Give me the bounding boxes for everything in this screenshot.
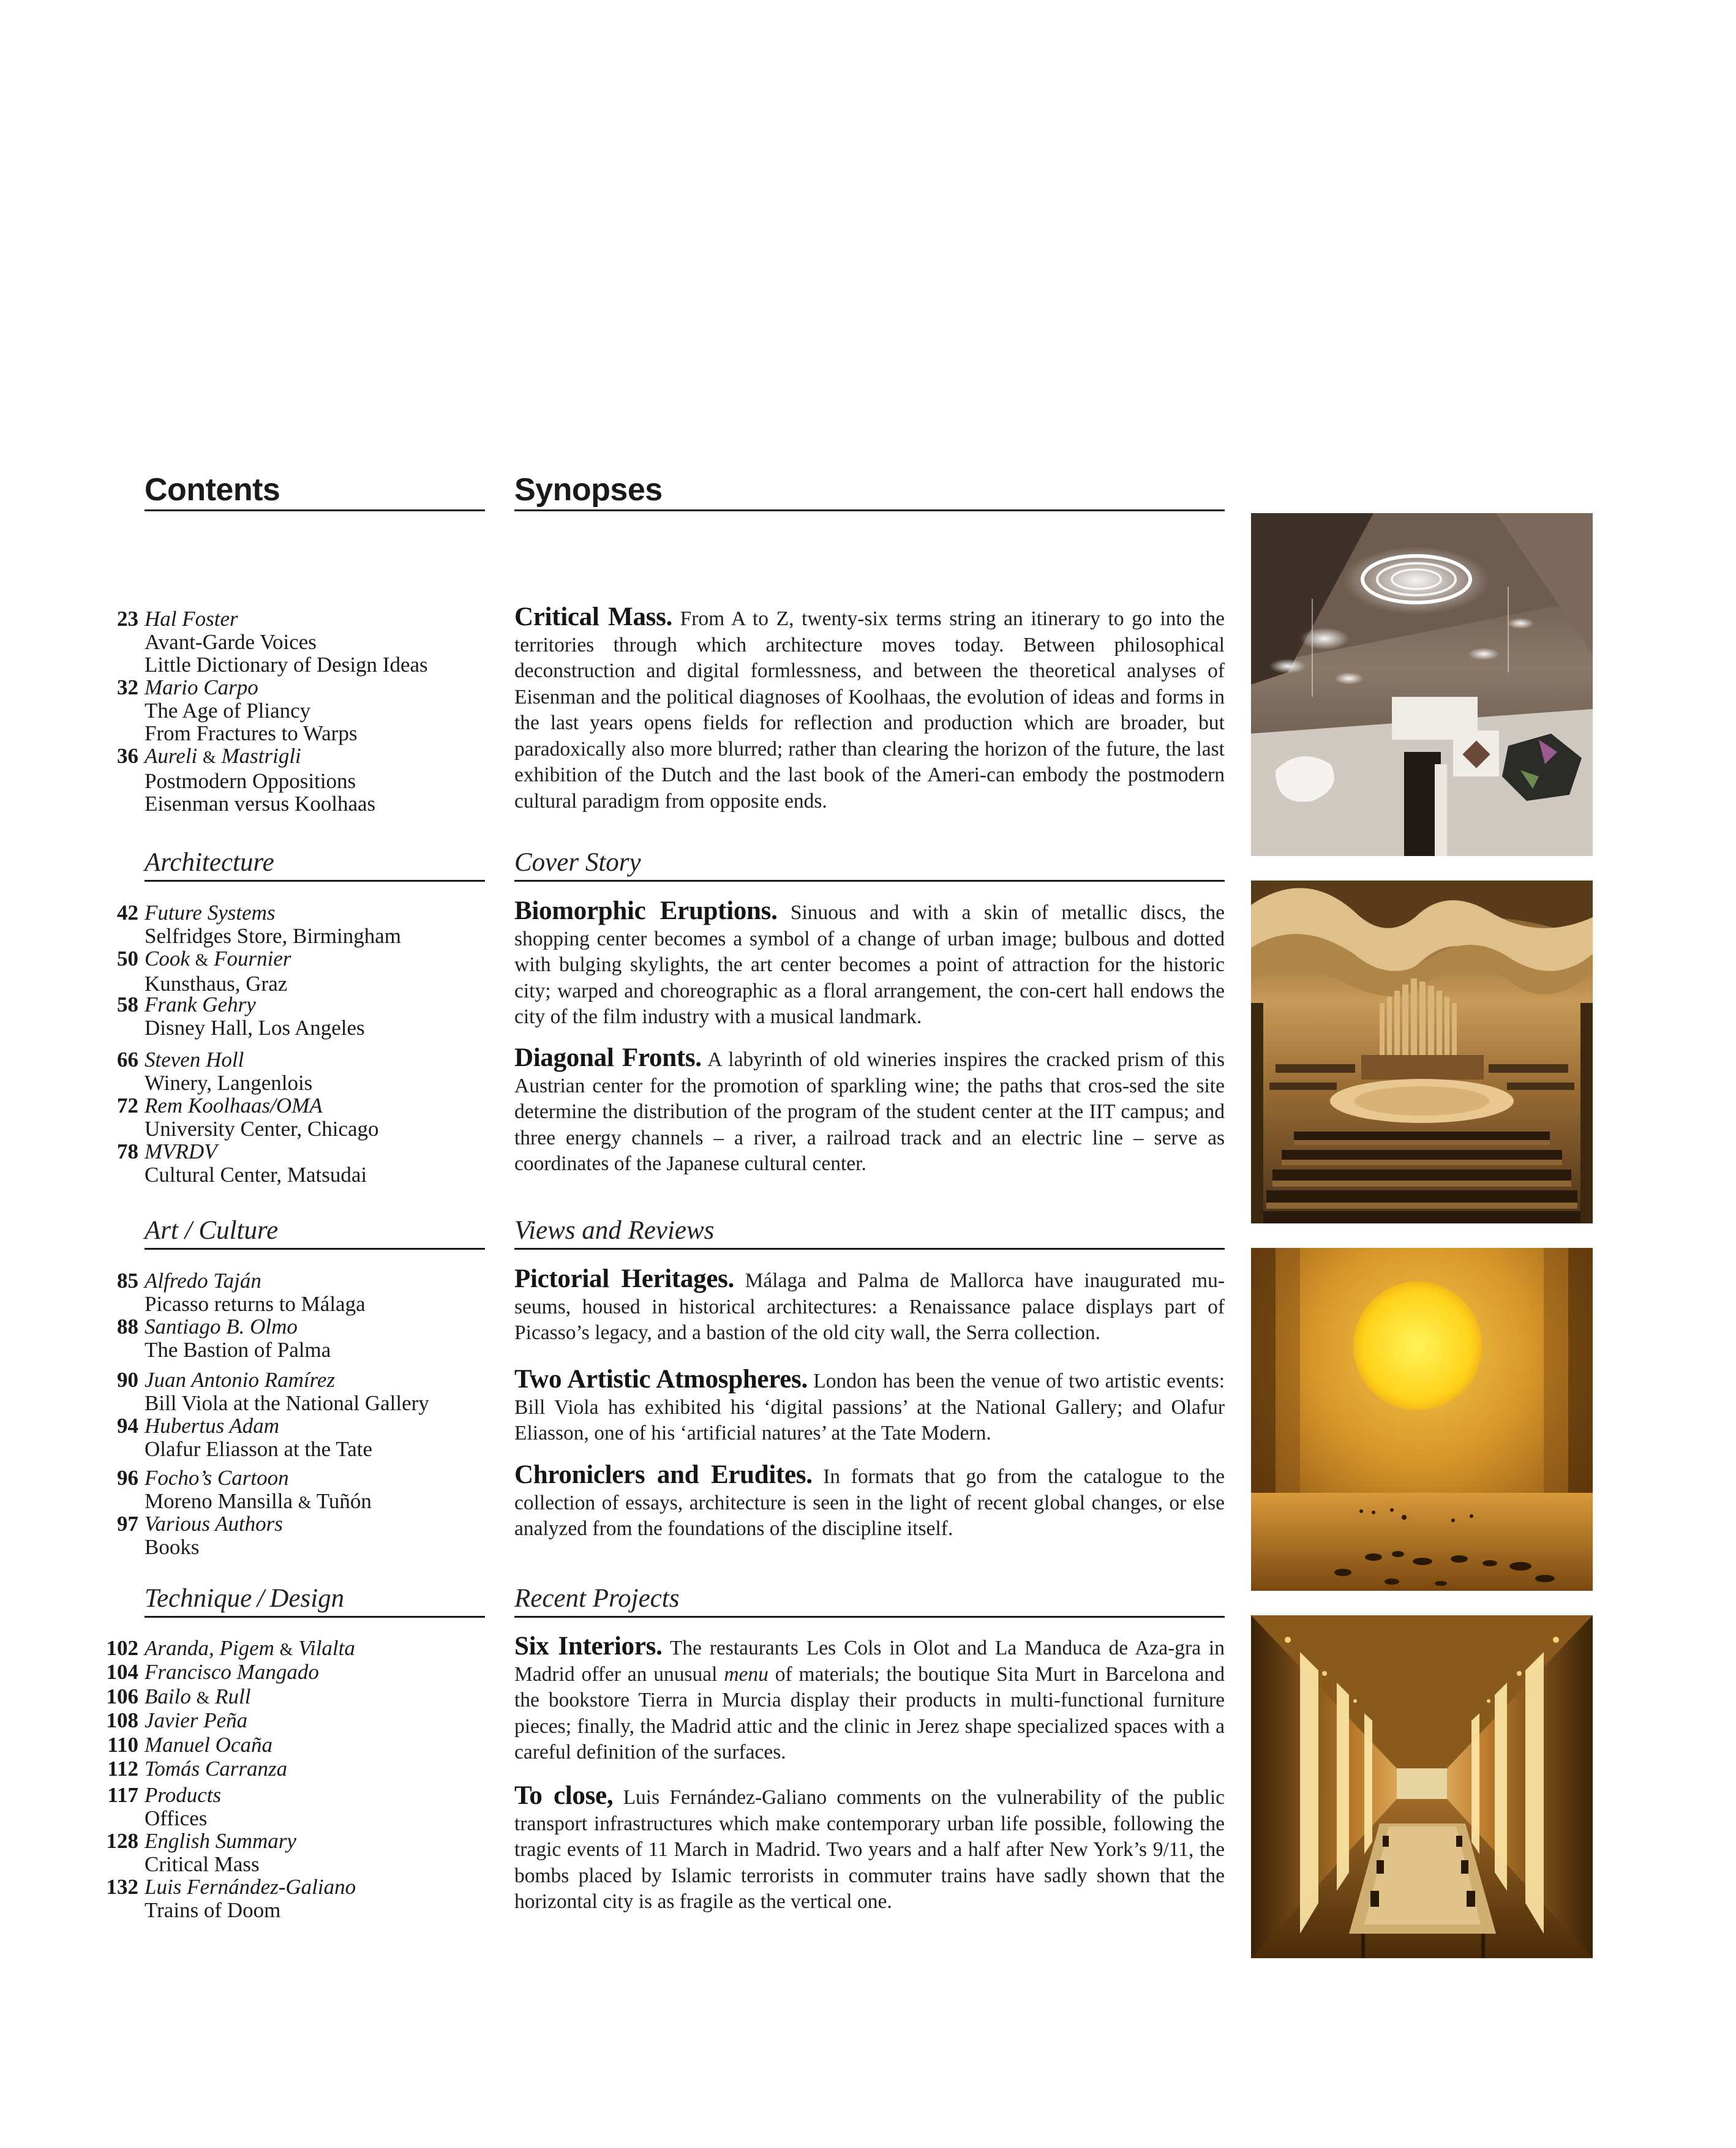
section-heading-technique-design: Technique / Design (145, 1583, 485, 1618)
synopsis-pictorial-heritages (514, 1266, 1225, 1346)
toc-title: From Fractures to Warps (145, 721, 358, 745)
section-heading-art-culture: Art / Culture (145, 1215, 485, 1250)
page-number: 66 (117, 1048, 138, 1072)
toc-entry[interactable] (117, 1094, 487, 1141)
synopsis-diagonal-fronts (514, 1045, 1225, 1177)
toc-title: Kunsthaus, Graz (145, 971, 288, 996)
toc-title: Winery, Langenlois (145, 1070, 313, 1095)
toc-author: Various Authors (145, 1512, 283, 1536)
synopsis-title[interactable]: Two Artistic Atmospheres. (514, 1365, 808, 1394)
toc-entry[interactable] (107, 1733, 487, 1757)
page-number: 78 (117, 1140, 138, 1163)
toc-title: Avant-Garde Voices (145, 629, 317, 654)
synopsis-title[interactable]: Six Interiors. (514, 1632, 663, 1661)
toc-title: The Age of Pliancy (145, 698, 311, 723)
toc-title: Trains of Doom (145, 1898, 281, 1922)
toc-author: Frank Gehry (145, 993, 256, 1016)
synopsis-title[interactable]: Critical Mass. (514, 603, 672, 631)
page-number: 112 (107, 1757, 138, 1781)
page-number: 85 (117, 1269, 138, 1293)
page-number: 128 (106, 1829, 138, 1853)
contents-heading: Contents (145, 471, 485, 511)
toc-entry[interactable] (117, 675, 487, 745)
synopsis-text: In formats that go from the catalogue to the collection of essays, architecture is seen in the light of recent global changes, or else analyzed from the foundations of the discipline itself. (514, 1465, 1225, 1540)
toc-title: Bill Viola at the National Gallery (145, 1391, 429, 1415)
concert-hall-photo (1251, 881, 1593, 1223)
toc-title: The Bastion of Palma (145, 1337, 331, 1362)
toc-title: Offices (145, 1806, 208, 1830)
page-number: 72 (117, 1094, 138, 1117)
toc-title: Olafur Eliasson at the Tate (145, 1436, 373, 1461)
toc-title: Selfridges Store, Birmingham (145, 923, 401, 948)
toc-title: Little Dictionary of Design Ideas (145, 653, 428, 677)
page-number: 97 (117, 1512, 138, 1536)
toc-author: Javier Peña (145, 1708, 248, 1732)
section-heading-cover-story: Cover Story (514, 847, 1225, 882)
toc-entry[interactable] (106, 1636, 487, 1662)
synopsis-two-artistic-atmospheres (514, 1367, 1225, 1447)
page-number: 58 (117, 993, 138, 1016)
page-number: 23 (117, 607, 138, 631)
sun-installation-photo (1251, 1248, 1593, 1591)
section-heading-recent-projects: Recent Projects (514, 1583, 1225, 1618)
toc-entry[interactable] (117, 1466, 487, 1514)
toc-title: Disney Hall, Los Angeles (145, 1015, 365, 1040)
toc-author: English Summary (145, 1829, 296, 1853)
synopsis-critical-mass (514, 604, 1225, 814)
toc-author: Bailo & Rull (145, 1684, 251, 1708)
section-heading-architecture: Architecture (145, 847, 485, 882)
synopsis-title[interactable]: Chroniclers and Erudites. (514, 1460, 813, 1489)
synopsis-six-interiors (514, 1634, 1225, 1766)
synopsis-text: London has been the venue of two artistic events: Bill Viola has exhibited his ‘digital passions’ at the National Gallery; and Olafur Eliasson, one of his ‘artificial natures’ at the Tate Modern. (514, 1370, 1225, 1444)
page-number: 102 (106, 1636, 138, 1660)
toc-author: Alfredo Taján (145, 1269, 261, 1293)
synopsis-to-close (514, 1783, 1225, 1915)
synopsis-title[interactable]: To close, (514, 1781, 614, 1810)
synopsis-title[interactable]: Diagonal Fronts. (514, 1043, 702, 1072)
toc-entry[interactable] (117, 1315, 487, 1362)
interior-ceiling-lights-photo (1251, 513, 1593, 856)
toc-entry[interactable] (106, 1684, 487, 1710)
toc-title: Eisenman versus Koolhaas (145, 792, 376, 816)
toc-entry[interactable] (117, 1048, 487, 1095)
toc-author: Tomás Carranza (145, 1757, 288, 1781)
toc-author: Manuel Ocaña (145, 1733, 272, 1757)
toc-entry[interactable] (106, 1829, 487, 1876)
toc-title: Moreno Mansilla & Tuñón (145, 1489, 372, 1513)
synopsis-text: Sinuous and with a skin of metallic discs, the shopping center becomes a symbol of a change of urban image; bulbous and dotted with bulging skylights, the art center becomes a point of attraction for the historic city; warped and choreographic as a floral arrangement, the con-cert hall endows the city of the film industry with a musical landmark. (514, 901, 1225, 1028)
page-number: 106 (106, 1684, 138, 1708)
synopsis-text: Luis Fernández-Galiano comments on the vulnerability of the public transport infrastructures which make contemporary urban life possible, following the tragic events of 11 March in Madrid. Two years and a half after New York’s 9/11, the bombs placed by Islamic terrorists in commuter trains have sadly shown that the horizontal city is as fragile as the vertical one. (514, 1786, 1225, 1913)
page-number: 94 (117, 1414, 138, 1438)
page-number: 50 (117, 947, 138, 971)
toc-entry[interactable] (117, 947, 487, 996)
synopsis-text: From A to Z, twenty-six terms string an itinerary to go into the territories through which architecture moves today. Between philosophical deconstruction and digital formlessness, and between the theoretical analyses of Eisenman and the political diagnoses of Koolhaas, the evolution of ideas and forms in the last years opens fields for reflection and production which are broader, but paradoxically also more blurred; rather than clearing the horizon of the future, the last exhibition of the Dutch and the last book of the Ameri-can embody the postmodern cultural paradigm from opposite ends. (514, 607, 1225, 813)
toc-entry[interactable] (117, 993, 487, 1040)
toc-author: Mario Carpo (145, 675, 258, 699)
toc-title: Books (145, 1534, 200, 1559)
synopsis-biomorphic-eruptions (514, 898, 1225, 1031)
toc-entry[interactable] (107, 1783, 487, 1830)
toc-entry[interactable] (117, 607, 487, 677)
toc-title: Critical Mass (145, 1852, 260, 1876)
toc-author: Products (145, 1783, 222, 1807)
toc-entry[interactable] (107, 1757, 487, 1781)
synopsis-text: A labyrinth of old wineries inspires the cracked prism of this Austrian center for the promotion of sparkling wine; the paths that cros-sed the site determine the distribution of the program of the student center at the IIT campus; and three energy channels – a river, a railroad track and an electric line – serve as coordinates of the Japanese cultural center. (514, 1048, 1225, 1175)
toc-author: Francisco Mangado (145, 1660, 319, 1684)
toc-author: Future Systems (145, 901, 276, 925)
toc-author: MVRDV (145, 1140, 217, 1163)
toc-author: Aureli & Mastrigli (145, 744, 301, 768)
toc-entry[interactable] (106, 1660, 487, 1684)
toc-author: Hubertus Adam (145, 1414, 280, 1438)
page-number: 36 (117, 744, 138, 768)
toc-entry[interactable] (117, 744, 487, 816)
synopsis-title[interactable]: Biomorphic Eruptions. (514, 896, 778, 925)
toc-title: Cultural Center, Matsudai (145, 1162, 367, 1187)
section-heading-views-reviews: Views and Reviews (514, 1215, 1225, 1250)
synopsis-chroniclers-erudites (514, 1462, 1225, 1542)
illuminated-corridor-photo (1251, 1615, 1593, 1958)
toc-author: Rem Koolhaas/OMA (145, 1094, 323, 1117)
page-number: 90 (117, 1368, 138, 1392)
toc-author: Steven Holl (145, 1048, 244, 1072)
synopsis-text: The restaurants Les Cols in Olot and La Manduca de Aza-gra in Madrid offer an unusual menu of materials; the boutique Sita Murt in Barcelona and the bookstore Tierra in Murcia display their products in multi-functional furniture pieces; finally, the Madrid attic and the clinic in Jerez shape specialized spaces with a careful definition of the surfaces. (514, 1637, 1225, 1763)
toc-entry[interactable] (117, 901, 487, 948)
page-number: 108 (106, 1708, 138, 1732)
synopsis-text: Málaga and Palma de Mallorca have inaugurated mu-seums, housed in historical architectures: a Renaissance palace displays part of Picasso’s legacy, and a bastion of the old city wall, the Serra collection. (514, 1269, 1225, 1344)
toc-author: Cook & Fournier (145, 947, 291, 971)
toc-author: Aranda, Pigem & Vilalta (145, 1636, 355, 1660)
synopses-heading: Synopses (514, 471, 1225, 511)
toc-author: Hal Foster (145, 607, 238, 631)
toc-title: Postmodern Oppositions (145, 768, 356, 793)
toc-entry[interactable] (117, 1140, 487, 1187)
toc-author: Luis Fernández-Galiano (145, 1875, 356, 1899)
toc-entry[interactable] (117, 1269, 487, 1316)
toc-author: Juan Antonio Ramírez (145, 1368, 336, 1392)
page-number: 96 (117, 1466, 138, 1490)
toc-entry[interactable] (106, 1708, 487, 1732)
page-number: 110 (107, 1733, 138, 1757)
toc-entry[interactable] (117, 1368, 487, 1415)
toc-title: University Center, Chicago (145, 1116, 379, 1141)
toc-title: Picasso returns to Málaga (145, 1291, 366, 1316)
page-number: 132 (106, 1875, 138, 1899)
page-number: 117 (107, 1783, 138, 1807)
page-number: 88 (117, 1315, 138, 1339)
toc-author: Santiago B. Olmo (145, 1315, 298, 1339)
toc-entry[interactable] (117, 1512, 487, 1559)
synopsis-title[interactable]: Pictorial Heritages. (514, 1264, 734, 1293)
page-number: 104 (106, 1660, 138, 1684)
toc-entry[interactable] (106, 1875, 487, 1922)
page-number: 42 (117, 901, 138, 925)
toc-author: Focho’s Cartoon (145, 1466, 289, 1490)
page-number: 32 (117, 675, 138, 699)
toc-entry[interactable] (117, 1414, 487, 1461)
